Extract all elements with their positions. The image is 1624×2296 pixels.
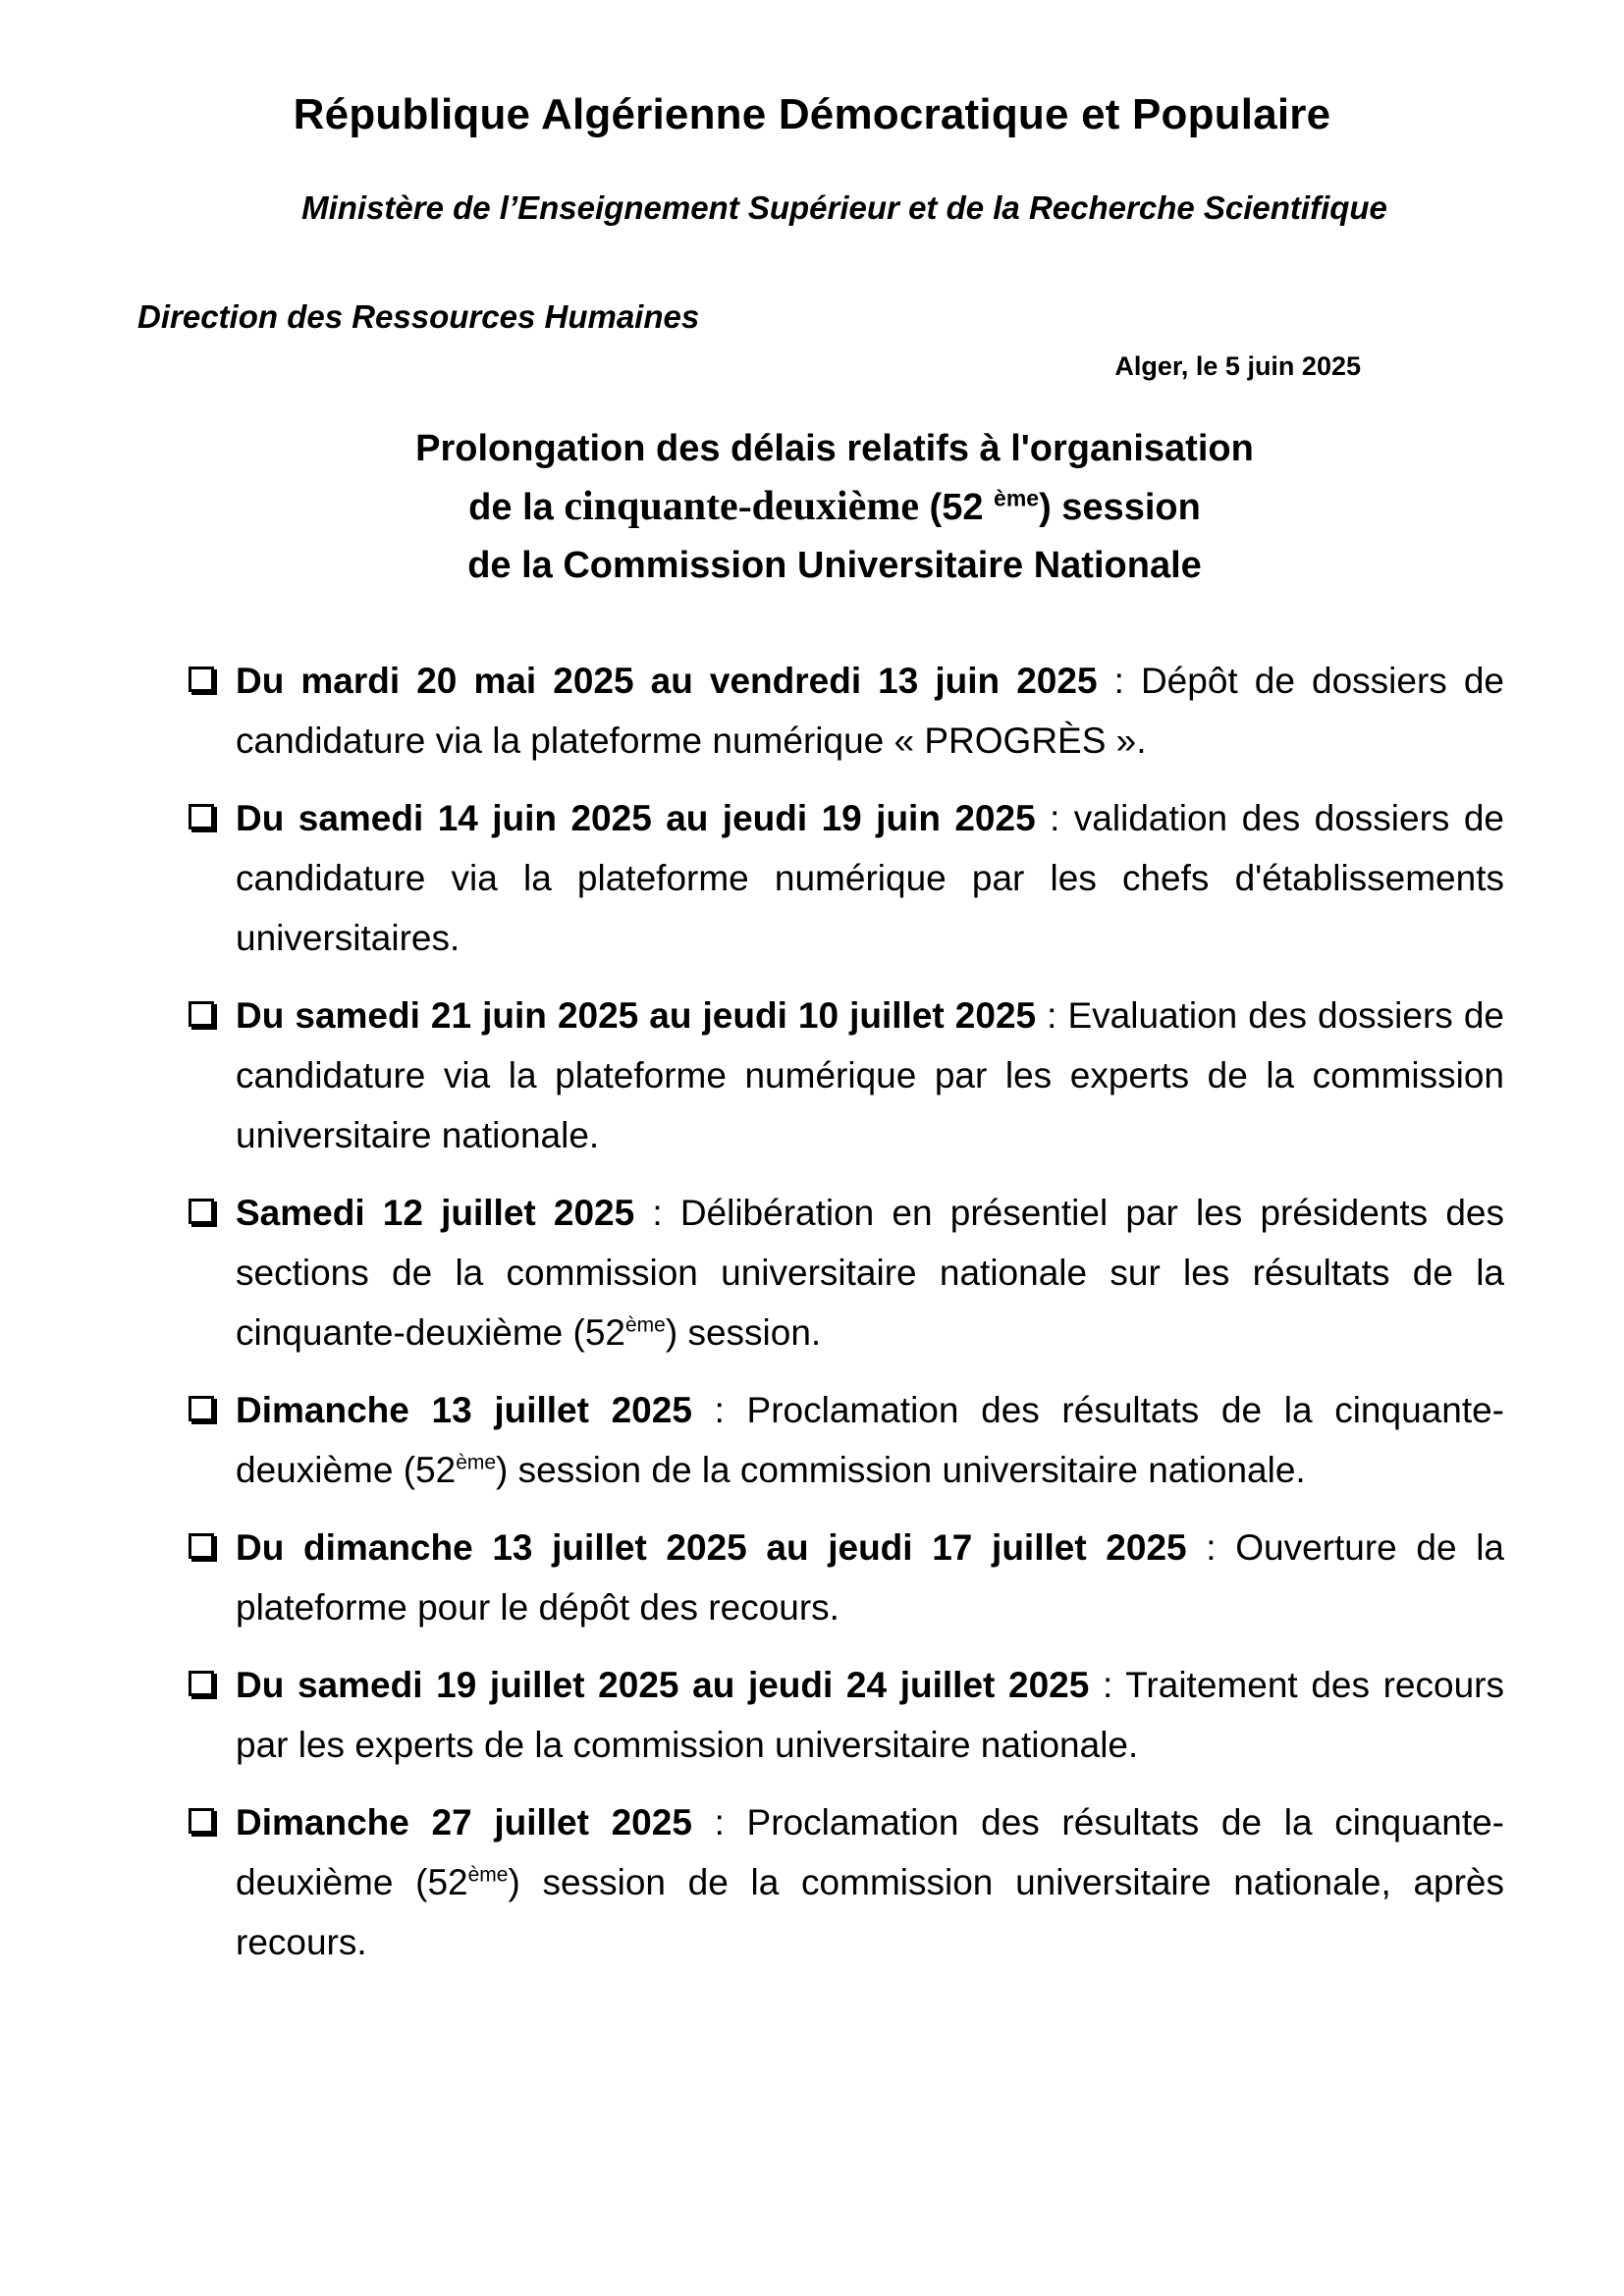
item-description: : Proclamation des résultats de la cinquante-deuxième (52	[236, 1802, 1504, 1902]
checkbox-bullet-icon	[189, 1001, 214, 1027]
item-date-range: Du samedi 14 juin 2025 au jeudi 19 juin 2025	[236, 798, 1036, 838]
item-description: : validation des dossiers de candidature via la plateforme numérique par les chefs d'établissements universitaires.	[236, 798, 1505, 958]
list-item	[189, 1380, 1504, 1500]
item-description-end: ) session.	[665, 1312, 822, 1353]
checkbox-bullet-icon	[189, 1199, 214, 1224]
item-superscript: ème	[467, 1863, 509, 1887]
direction-heading: Direction des Ressources Humaines	[137, 298, 700, 335]
list-item	[189, 1655, 1504, 1775]
title-line-3: de la Commission Universitaire Nationale	[467, 545, 1202, 586]
item-description: : Dépôt de dossiers de candidature via la plateforme numérique « PROGRÈS ».	[236, 661, 1504, 761]
title-line-2-start: de la	[468, 487, 565, 528]
title-session-ordinal: cinquante-deuxième	[564, 484, 919, 529]
item-description: : Traitement des recours par les experts de la commission universitaire nationale.	[236, 1665, 1504, 1765]
checkbox-bullet-icon	[189, 1533, 214, 1559]
item-description-end: ) session de la commission universitaire nationale.	[496, 1450, 1306, 1490]
document-title	[245, 420, 1424, 595]
title-line-2-end: ) session	[1039, 487, 1201, 528]
item-date-range: Du dimanche 13 juillet 2025 au jeudi 17 juillet 2025	[236, 1527, 1187, 1568]
checkbox-bullet-icon	[189, 804, 214, 829]
item-date-range: Dimanche 13 juillet 2025	[236, 1390, 692, 1430]
item-date-range: Du samedi 19 juillet 2025 au jeudi 24 juillet 2025	[236, 1665, 1090, 1705]
list-item	[189, 1792, 1504, 1972]
list-item	[189, 651, 1504, 771]
item-description: : Evaluation des dossiers de candidature via la plateforme numérique par les experts de la commission universitaire nationale.	[236, 995, 1504, 1155]
checkbox-bullet-icon	[189, 1808, 214, 1834]
schedule-list	[189, 651, 1504, 1990]
checkbox-bullet-icon	[189, 667, 214, 692]
title-line-2-number: (52	[918, 487, 995, 528]
list-item	[189, 788, 1504, 968]
item-description: : Proclamation des résultats de la cinquante-deuxième (52	[236, 1390, 1504, 1490]
item-description: : Délibération en présentiel par les présidents des sections de la commission universitaire nationale sur les résultats de la cinquante-deuxième (52	[236, 1193, 1504, 1353]
title-superscript: ème	[994, 485, 1040, 511]
item-date-range: Du mardi 20 mai 2025 au vendredi 13 juin 2025	[236, 661, 1098, 701]
place-date: Alger, le 5 juin 2025	[1114, 351, 1361, 381]
item-superscript: ème	[624, 1313, 666, 1337]
item-description: : Ouverture de la plateforme pour le dépôt des recours.	[236, 1527, 1504, 1628]
checkbox-bullet-icon	[189, 1396, 214, 1421]
list-item	[189, 986, 1504, 1165]
title-line-2	[245, 478, 1424, 537]
list-item	[189, 1183, 1504, 1362]
ministry-heading: Ministère de l’Enseignement Supérieur et de la Recherche Scientifique	[301, 189, 1387, 226]
checkbox-bullet-icon	[189, 1671, 214, 1696]
item-description-end: ) session de la commission universitaire nationale, après recours.	[236, 1862, 1504, 1962]
republic-heading: République Algérienne Démocratique et Populaire	[293, 90, 1331, 138]
item-date-range: Du samedi 21 juin 2025 au jeudi 10 juillet 2025	[236, 995, 1037, 1036]
list-item	[189, 1518, 1504, 1637]
item-superscript: ème	[456, 1451, 497, 1474]
item-date-range: Dimanche 27 juillet 2025	[236, 1802, 692, 1842]
title-line-1: Prolongation des délais relatifs à l'organisation	[415, 428, 1254, 469]
item-date-range: Samedi 12 juillet 2025	[236, 1193, 635, 1233]
